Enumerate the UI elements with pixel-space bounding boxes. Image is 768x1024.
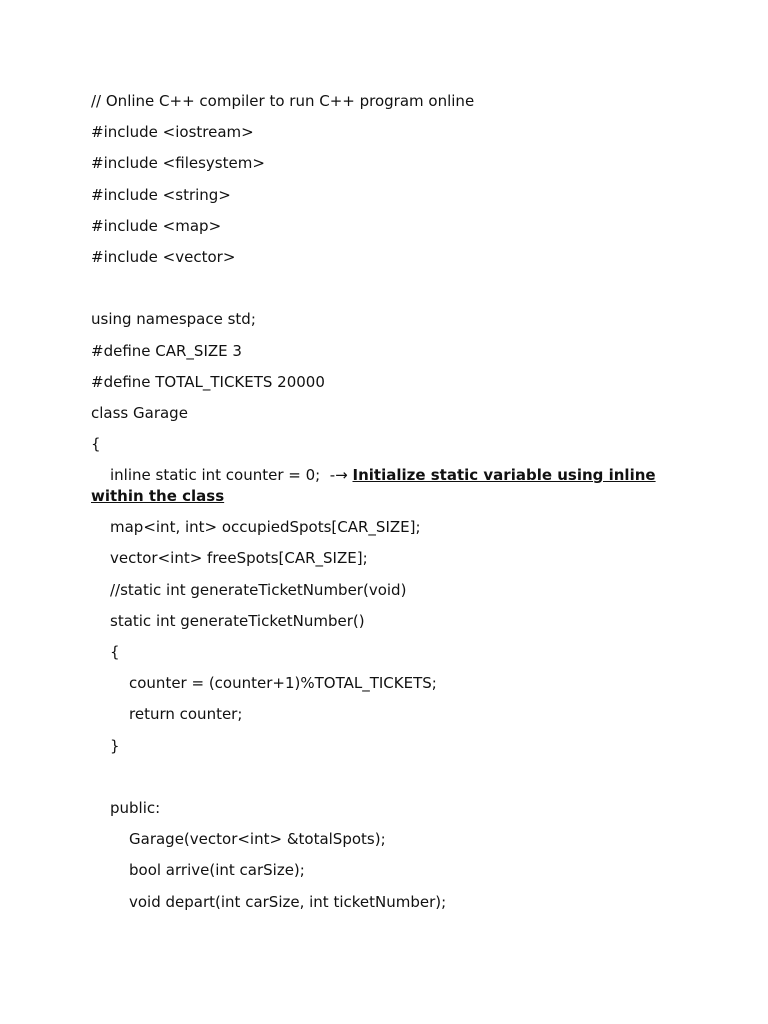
code-line: #include <vector> (91, 247, 236, 266)
code-line: static int generateTicketNumber() (110, 611, 365, 630)
code-line: map<int, int> occupiedSpots[CAR_SIZE]; (110, 518, 421, 537)
code-line: { (110, 643, 120, 661)
code-line: { (91, 435, 101, 454)
blank-line (91, 767, 691, 798)
code-line: #define TOTAL_TICKETS 20000 (91, 372, 325, 391)
annotation-note: Initialize static variable using inline within the class (91, 466, 656, 506)
code-line: counter = (counter+1)%TOTAL_TICKETS; (129, 674, 437, 693)
blank-line (91, 278, 691, 309)
code-line: #include <map> (91, 216, 222, 235)
code-line: bool arrive(int carSize); (129, 861, 305, 880)
code-lines-after (91, 517, 691, 922)
arrow-icon: → (335, 466, 353, 485)
code-line: void depart(int carSize, int ticketNumber); (129, 892, 447, 911)
code-listing (91, 91, 691, 923)
code-text: inline static int counter = 0; - (110, 466, 336, 485)
code-line: // Online C++ compiler to run C++ program online (91, 92, 475, 110)
code-line: } (110, 736, 120, 755)
code-line: #include <string> (91, 185, 231, 204)
code-line: #include <filesystem> (91, 154, 265, 173)
code-line: class Garage (91, 403, 188, 422)
code-line: #define CAR_SIZE 3 (91, 341, 242, 360)
code-line: #include <iostream> (91, 123, 254, 142)
code-line: return counter; (129, 705, 243, 724)
code-line: vector<int> freeSpots[CAR_SIZE]; (110, 549, 368, 568)
code-line: public: (110, 798, 161, 817)
code-line: Garage(vector<int> &totalSpots); (129, 830, 386, 849)
code-line: using namespace std; (91, 310, 256, 329)
annotated-code-line (91, 465, 691, 507)
code-line: //static int generateTicketNumber(void) (110, 580, 407, 599)
